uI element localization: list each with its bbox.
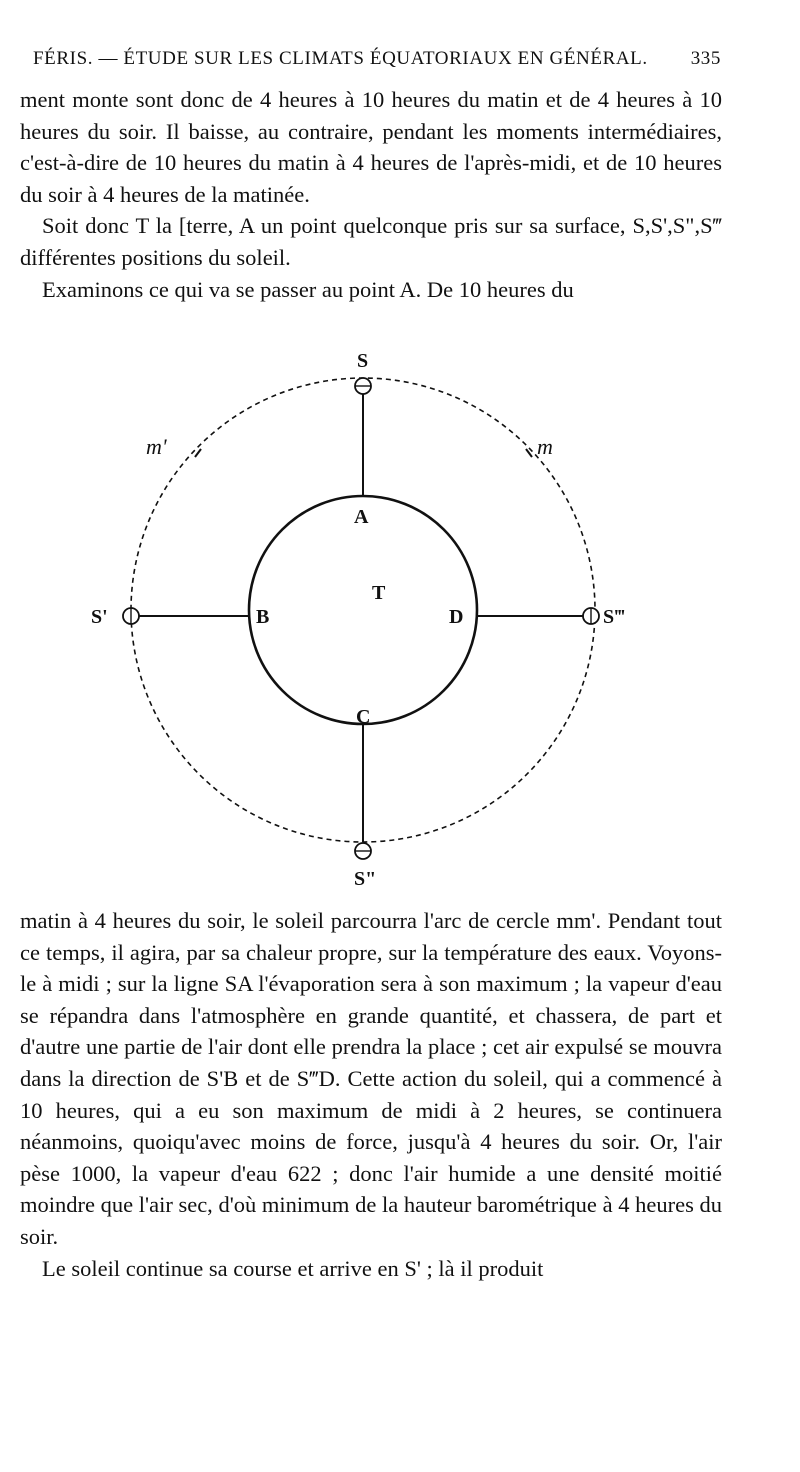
label-bottom-sun: S" xyxy=(354,868,377,890)
label-point-a: A xyxy=(354,506,369,528)
tick-m-prime xyxy=(195,449,201,457)
sun-marker-right xyxy=(583,608,599,624)
sun-marker-bottom xyxy=(355,843,371,859)
paragraph: matin à 4 heures du soir, le soleil parcourra l'arc de cercle mm'. Pendant tout ce temps, il agira, par sa chaleur propre, sur la température des eaux. Voyons-le à midi ; sur la ligne SA l'évaporation sera à son maximum ; la vapeur d'eau se répandra dans l'atmosphère en grande quantité, et chassera, de part et d'autre une partie de l'air dont elle prendra la place ; cet air expulsé se mouvra dans la direction de S'B et de S‴D. Cette action du soleil, qui a commencé à 10 heures, qui a eu son maximum de midi à 2 heures, se continuera néanmoins, quoiqu'avec moins de force, jusqu'à 4 heures du soir. Or, l'air pèse 1000, la vapeur d'eau 622 ; donc l'air humide a une densité moitié moindre que l'air sec, d'où minimum de la hauteur barométrique à 4 heures du soir. xyxy=(20,908,722,1249)
label-right-sun: S‴ xyxy=(603,606,626,628)
label-point-b: B xyxy=(256,606,270,628)
paragraph: Le soleil continue sa course et arrive en S' ; là il produit xyxy=(42,1255,544,1281)
paragraph: Examinons ce qui va se passer au point A. De 10 heures du xyxy=(42,276,574,302)
text-block-bottom xyxy=(20,905,722,1284)
running-header xyxy=(33,48,721,70)
page-number: 335 xyxy=(690,48,721,69)
label-point-c: C xyxy=(356,706,371,728)
label-point-d: D xyxy=(449,606,464,628)
label-earth: T xyxy=(372,582,386,604)
sun-marker-left xyxy=(123,608,139,624)
paragraph: ment monte sont donc de 4 heures à 10 heures du matin et de 4 heures à 10 heures du soir. Il baisse, au contraire, pendant les moments intermédiaires, c'est-à-dire de 10 heures du matin à 4 heures de l'après-midi, et de 10 heures du soir à 4 heures de la matinée. xyxy=(20,87,722,207)
paragraph: Soit donc T la [terre, A un point quelconque pris sur sa surface, S,S',S",S‴ différentes positions du soleil. xyxy=(20,213,722,270)
label-arc-right: m xyxy=(537,434,553,459)
label-left-sun: S' xyxy=(91,606,108,628)
earth-circle xyxy=(249,496,477,724)
header-title: FÉRIS. — ÉTUDE SUR LES CLIMATS ÉQUATORIAUX EN GÉNÉRAL. xyxy=(33,48,648,69)
sun-earth-diagram xyxy=(90,345,670,890)
text-block-top xyxy=(20,84,722,305)
label-arc-left: m' xyxy=(146,434,167,459)
label-top-sun: S xyxy=(357,350,369,372)
sun-marker-top xyxy=(355,378,371,394)
